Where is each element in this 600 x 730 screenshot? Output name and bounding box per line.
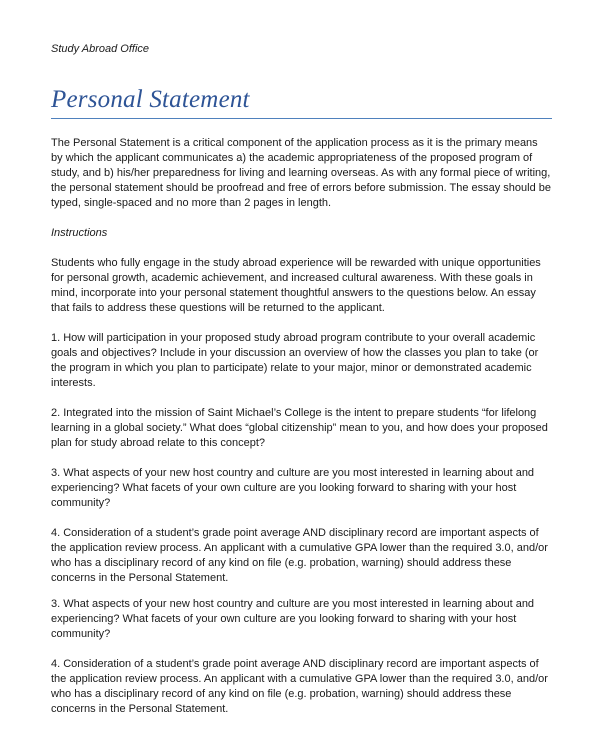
- instructions-heading: Instructions: [51, 227, 108, 239]
- document-body: [51, 136, 552, 730]
- page-title: Personal Statement: [51, 86, 250, 113]
- office-label: Study Abroad Office: [51, 43, 150, 55]
- question-paragraph: 3. What aspects of your new host country and culture are you most interested in learning about and experiencing? What facets of your own culture are you looking forward to sharing with your host community?: [51, 598, 535, 640]
- intro-paragraph: The Personal Statement is a critical component of the application process as it is the primary means by which the applicant communicates a) the academic appropriateness of the proposed program of study, and b) his/her preparedness for living and learning overseas. As with any formal piece of writing, the personal statement should be proofread and free of errors before submission. The essay should be typed, single-spaced and no more than 2 pages in length.: [51, 137, 551, 209]
- question-paragraph: 3. What aspects of your new host country and culture are you most interested in learning about and experiencing? What facets of your own culture are you looking forward to sharing with your host community?: [51, 467, 535, 509]
- title-divider: [51, 118, 552, 119]
- question-paragraph: 2. Integrated into the mission of Saint Michael’s College is the intent to prepare students “for lifelong learning in a global society.” What does “global citizenship” mean to you, and how does your proposed plan for study abroad relate to this concept?: [51, 407, 548, 449]
- question-paragraph: 4. Consideration of a student’s grade point average AND disciplinary record are important aspects of the application review process. An applicant with a cumulative GPA lower than the required 3.0, and/or who has a disciplinary record of any kind on file (e.g. probation, warning) should address these concerns in the Personal Statement.: [51, 527, 548, 584]
- instructions-paragraph: Students who fully engage in the study abroad experience will be rewarded with unique opportunities for personal growth, academic achievement, and increased cultural awareness. With these goals in mind, incorporate into your personal statement thoughtful answers to the questions below. An essay that fails to address these questions will be returned to the applicant.: [51, 257, 541, 314]
- question-paragraph: 4. Consideration of a student’s grade point average AND disciplinary record are important aspects of the application review process. An applicant with a cumulative GPA lower than the required 3.0, and/or who has a disciplinary record of any kind on file (e.g. probation, warning) should address these concerns in the Personal Statement.: [51, 658, 548, 715]
- question-paragraph: 1. How will participation in your proposed study abroad program contribute to your overall academic goals and objectives? Include in your discussion an overview of how the classes you plan to take (or the program in which you plan to participate) relate to your major, minor or demonstrated academic interests.: [51, 332, 539, 389]
